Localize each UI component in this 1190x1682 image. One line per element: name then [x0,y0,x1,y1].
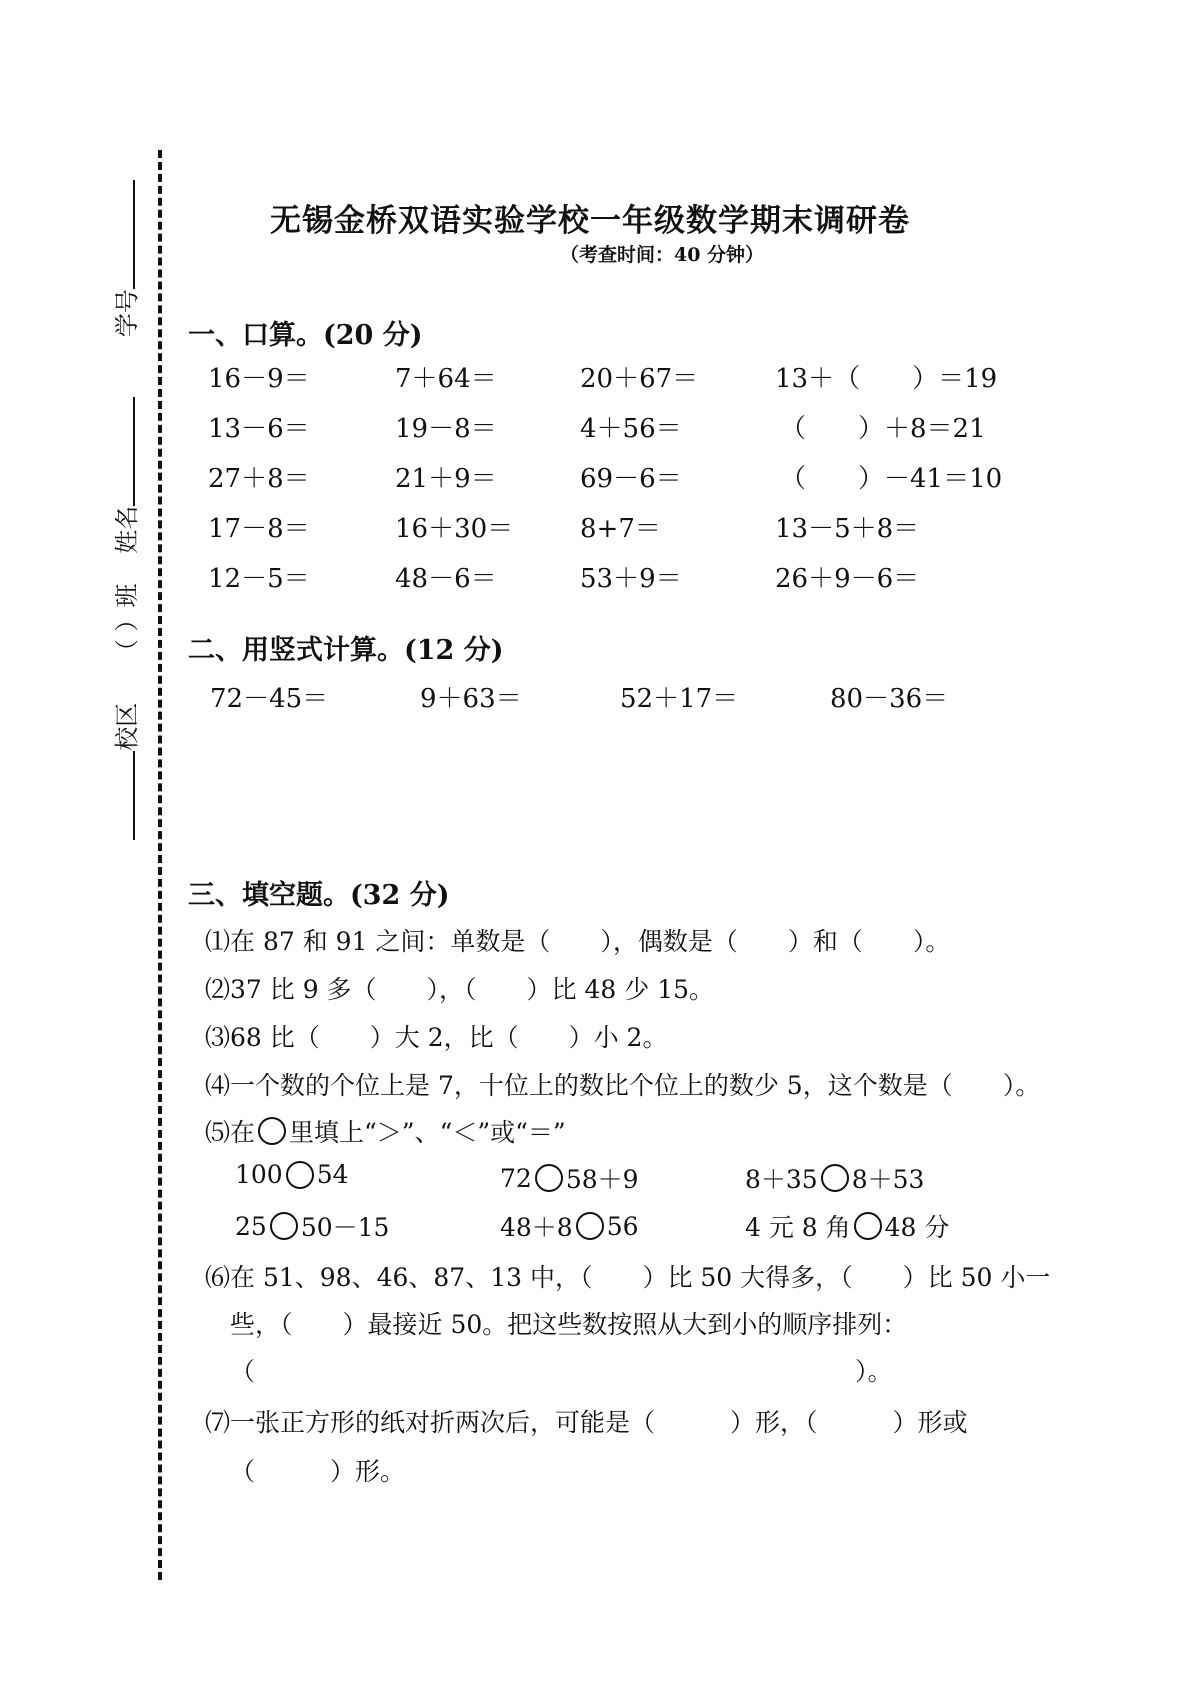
oral-item[interactable]: 13－6＝ [208,414,310,444]
oral-item[interactable]: 4＋56＝ [580,414,682,444]
compare-circle[interactable] [854,1212,882,1240]
compare-right: 58＋9 [565,1165,639,1194]
compare-right: 50－15 [300,1213,390,1242]
vertical-calc-item[interactable]: 80－36＝ [830,684,949,714]
question-6-line-1[interactable]: ⑹在 51、98、46、87、13 中，（ ）比 50 大得多，（ ）比 50 小一 [205,1263,1051,1292]
oral-item[interactable]: 53＋9＝ [580,564,682,594]
compare-item [235,1160,349,1189]
section-2-title: 二、用竖式计算。(12 分) [188,635,504,666]
compare-circle[interactable] [286,1161,314,1189]
oral-item[interactable]: 16＋30＝ [395,514,514,544]
compare-left: 25 [235,1211,267,1241]
compare-circle[interactable] [821,1164,849,1192]
question-5-suffix: 里填上“＞”、“＜”或“＝” [289,1118,566,1147]
compare-circle[interactable] [576,1212,604,1240]
oral-item[interactable]: 27＋8＝ [208,464,310,494]
binding-dashed-line [158,150,162,1580]
compare-item [500,1208,639,1244]
oral-item[interactable]: （ ）＋8＝21 [780,414,986,444]
question-2[interactable]: ⑵37 比 9 多（ ），（ ）比 48 少 15。 [205,975,715,1004]
compare-item [500,1160,639,1196]
oral-item[interactable]: 16－9＝ [208,364,310,394]
compare-left: 48＋8 [500,1213,573,1242]
oral-item[interactable]: 17－8＝ [208,514,310,544]
oral-item[interactable]: 48－6＝ [395,564,497,594]
oral-item[interactable]: 26＋9－6＝ [775,564,920,594]
student-no-label: 学号 [112,289,141,338]
student-no-blank[interactable] [113,180,135,289]
compare-right: 48 分 [884,1213,950,1242]
question-5-prefix: ⑸在 [205,1118,256,1147]
compare-left: 72 [500,1163,532,1193]
compare-item [745,1160,924,1196]
circle-icon [258,1117,286,1145]
oral-item[interactable]: 12－5＝ [208,564,310,594]
page-subtitle: （考查时间：40 分钟） [560,244,765,266]
class-label: （ ）班 [112,583,141,664]
compare-right: 8＋53 [851,1165,925,1194]
name-blank[interactable] [113,397,135,506]
name-label: 姓名 [112,505,141,554]
oral-item[interactable]: 19－8＝ [395,414,497,444]
oral-item[interactable]: 7＋64＝ [395,364,497,394]
question-3[interactable]: ⑶68 比（ ）大 2，比（ ）小 2。 [205,1023,668,1052]
oral-item[interactable]: 20＋67＝ [580,364,699,394]
vertical-calc-item[interactable]: 52＋17＝ [620,684,739,714]
oral-item[interactable]: （ ）－41＝10 [780,464,1003,494]
question-1[interactable]: ⑴在 87 和 91 之间：单数是（ ），偶数是（ ）和（ ）。 [205,927,951,956]
compare-right: 56 [606,1211,639,1241]
compare-right: 54 [316,1160,349,1189]
section-1-title: 一、口算。(20 分) [188,320,423,351]
vertical-calc-item[interactable]: 72－45＝ [210,684,329,714]
compare-item [745,1208,949,1244]
page-title: 无锡金桥双语实验学校一年级数学期末调研卷 [270,203,910,239]
compare-left: 100 [235,1160,283,1189]
question-5 [205,1113,566,1149]
student-info-strip [104,180,144,840]
question-6-line-2[interactable]: 些，（ ）最接近 50。把这些数按照从大到小的顺序排列： [230,1310,908,1339]
question-7-line-1[interactable]: ⑺一张正方形的纸对折两次后，可能是（ ）形，（ ）形或 [205,1408,968,1437]
compare-left: 8＋35 [745,1165,818,1194]
oral-item[interactable]: 13－5＋8＝ [775,514,920,544]
vertical-calc-item[interactable]: 9＋63＝ [420,684,522,714]
compare-circle[interactable] [270,1212,298,1240]
section-3-title: 三、填空题。(32 分) [188,880,450,911]
oral-item[interactable]: 69－6＝ [580,464,682,494]
question-6-line-3[interactable]: （ ）。 [230,1357,893,1386]
campus-label: 校区 [112,702,141,751]
compare-left: 4 元 8 角 [745,1213,851,1242]
question-7-line-2[interactable]: （ ）形。 [230,1457,406,1486]
compare-item [235,1208,389,1244]
oral-item[interactable]: 8+7＝ [580,514,661,544]
campus-blank[interactable] [113,751,135,840]
oral-item[interactable]: 13＋（ ）＝19 [775,364,998,394]
compare-circle[interactable] [535,1164,563,1192]
question-4[interactable]: ⑷一个数的个位上是 7，十位上的数比个位上的数少 5，这个数是（ ）。 [205,1071,1041,1100]
oral-item[interactable]: 21＋9＝ [395,464,497,494]
